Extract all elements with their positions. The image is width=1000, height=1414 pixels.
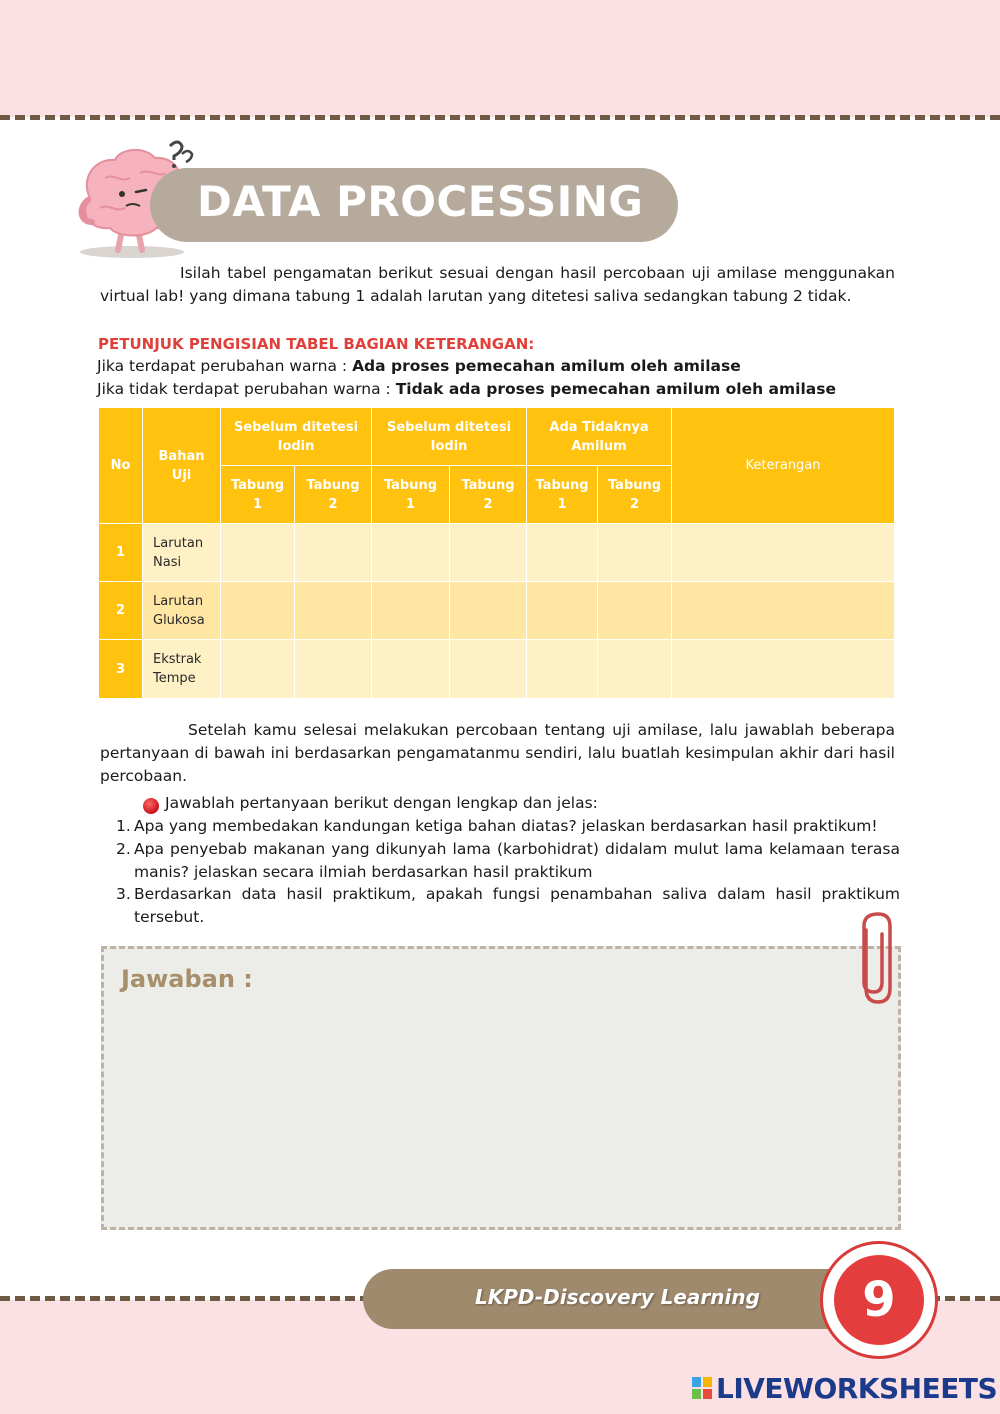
question-number: 2. [116, 840, 131, 858]
header-keterangan: Keterangan [672, 408, 895, 524]
tabung-label: Tabung [306, 477, 360, 493]
question-text: Berdasarkan data hasil praktikum, apakah fungsi penambahan saliva dalam hasil praktikum tersebut. [134, 885, 900, 926]
tabung-label: Tabung [535, 477, 589, 493]
tabung-label: Tabung [383, 477, 438, 493]
questions-intro: Jawablah pertanyaan berikut dengan lengkap dan jelas: [165, 794, 598, 812]
question-text: Apa yang membedakan kandungan ketiga bahan diatas? jelaskan berdasarkan hasil praktikum! [134, 817, 878, 835]
page-title: DATA PROCESSING [197, 177, 644, 226]
instruction-line-2 [97, 380, 836, 398]
tabung-num: 1 [252, 496, 263, 512]
header-no: No [99, 408, 143, 524]
header-group-3-line2: Amilum [571, 438, 627, 454]
header-group-2-line1: Sebelum ditetesi [386, 419, 512, 435]
question-number: 1. [116, 817, 131, 835]
header-bahan-line1: Bahan [158, 448, 205, 464]
row-number: 2 [99, 582, 143, 640]
intro-text: Isilah tabel pengamatan berikut sesuai dengan hasil percobaan uji amilase menggunakan virtual lab! yang dimana tabung 1 adalah larutan yang ditetesi saliva sedangkan tabung 2 tidak. [100, 264, 895, 305]
header-group-1 [221, 408, 372, 466]
instruction-2-value: Tidak ada proses pemecahan amilum oleh amilase [395, 380, 836, 398]
header-bahan-line2: Uji [171, 467, 192, 483]
header-tabung-2b [450, 466, 527, 524]
row-number: 1 [99, 524, 143, 582]
tabung-num: 1 [405, 496, 416, 512]
bahan-line2: Tempe [153, 671, 196, 686]
input-cell[interactable] [598, 524, 672, 582]
question-number: 3. [116, 885, 131, 903]
input-cell[interactable] [450, 640, 527, 699]
input-cell[interactable] [527, 582, 598, 640]
question-2 [116, 838, 900, 884]
keterangan-cell[interactable] [672, 524, 895, 582]
input-cell[interactable] [295, 582, 372, 640]
header-group-1-line1: Sebelum ditetesi [233, 419, 359, 435]
header-tabung-1b [372, 466, 450, 524]
input-cell[interactable] [598, 582, 672, 640]
bahan-line2: Glukosa [153, 612, 205, 628]
header-bahan-uji [143, 408, 221, 524]
input-cell[interactable] [221, 524, 295, 582]
top-dashed-divider [0, 115, 1000, 120]
red-bullet-icon [143, 798, 159, 814]
input-cell[interactable] [527, 640, 598, 699]
instructions-title: PETUNJUK PENGISIAN TABEL BAGIAN KETERANGAN: [98, 335, 535, 353]
input-cell[interactable] [450, 582, 527, 640]
keterangan-cell[interactable] [672, 640, 895, 699]
row-bahan [143, 524, 221, 582]
header-group-2-line2: Iodin [430, 438, 468, 454]
input-cell[interactable] [372, 524, 450, 582]
keterangan-cell[interactable] [672, 582, 895, 640]
header-tabung-1c [527, 466, 598, 524]
tabung-label: Tabung [607, 477, 662, 493]
paperclip-icon [852, 910, 898, 1006]
after-table-text: Setelah kamu selesai melakukan percobaan tentang uji amilase, lalu jawablah beberapa pertanyaan di bawah ini berdasarkan pengamatanmu sendiri, lalu buatlah kesimpulan akhir dari hasil percobaan. [100, 721, 895, 785]
header-tabung-2a [295, 466, 372, 524]
instruction-1-prefix: Jika terdapat perubahan warna : [97, 357, 353, 375]
bahan-line1: Larutan [153, 593, 204, 609]
after-table-paragraph [100, 719, 895, 788]
instruction-line-1 [97, 357, 741, 375]
header-group-2 [372, 408, 527, 466]
liveworksheets-watermark: LIVEWORKSHEETS [716, 1372, 998, 1405]
liveworksheets-logo-icon [692, 1377, 712, 1399]
header-group-3 [527, 408, 672, 466]
row-bahan [143, 582, 221, 640]
input-cell[interactable] [221, 640, 295, 699]
header-tabung-2c [598, 466, 672, 524]
input-cell[interactable] [372, 582, 450, 640]
input-cell[interactable] [372, 640, 450, 699]
tabung-label: Tabung [230, 477, 285, 493]
question-1 [116, 815, 900, 838]
header-group-3-line1: Ada Tidaknya [549, 419, 649, 435]
question-3 [116, 883, 900, 929]
table-row [99, 640, 895, 699]
table-row [99, 582, 895, 640]
instruction-1-value: Ada proses pemecahan amilum oleh amilase [352, 357, 741, 375]
tabung-label: Tabung [461, 477, 515, 493]
row-number: 3 [99, 640, 143, 699]
tabung-num: 2 [630, 496, 640, 512]
table-row [99, 524, 895, 582]
footer-label: LKPD-Discovery Learning [475, 1285, 760, 1309]
bahan-line1: Larutan [153, 535, 204, 551]
bahan-line2: Nasi [153, 554, 182, 570]
instruction-2-prefix: Jika tidak terdapat perubahan warna : [97, 380, 396, 398]
intro-paragraph [100, 262, 895, 308]
header-tabung-1a [221, 466, 295, 524]
input-cell[interactable] [221, 582, 295, 640]
input-cell[interactable] [295, 640, 372, 699]
row-bahan [143, 640, 221, 699]
input-cell[interactable] [450, 524, 527, 582]
answer-label: Jawaban : [121, 965, 253, 993]
top-pink-band [0, 0, 1000, 117]
observation-table [98, 407, 895, 699]
question-text: Apa penyebab makanan yang dikunyah lama (karbohidrat) didalam mulut lama kelamaan terasa manis? jelaskan secara ilmiah berdasarkan hasil praktikum [134, 840, 900, 881]
tabung-num: 2 [328, 496, 338, 512]
tabung-num: 2 [483, 496, 493, 512]
bahan-line1: Ekstrak [153, 652, 202, 667]
input-cell[interactable] [598, 640, 672, 699]
header-group-1-line2: Iodin [277, 438, 315, 454]
page-number: 9 [862, 1272, 896, 1328]
input-cell[interactable] [527, 524, 598, 582]
tabung-num: 1 [557, 496, 567, 512]
input-cell[interactable] [295, 524, 372, 582]
